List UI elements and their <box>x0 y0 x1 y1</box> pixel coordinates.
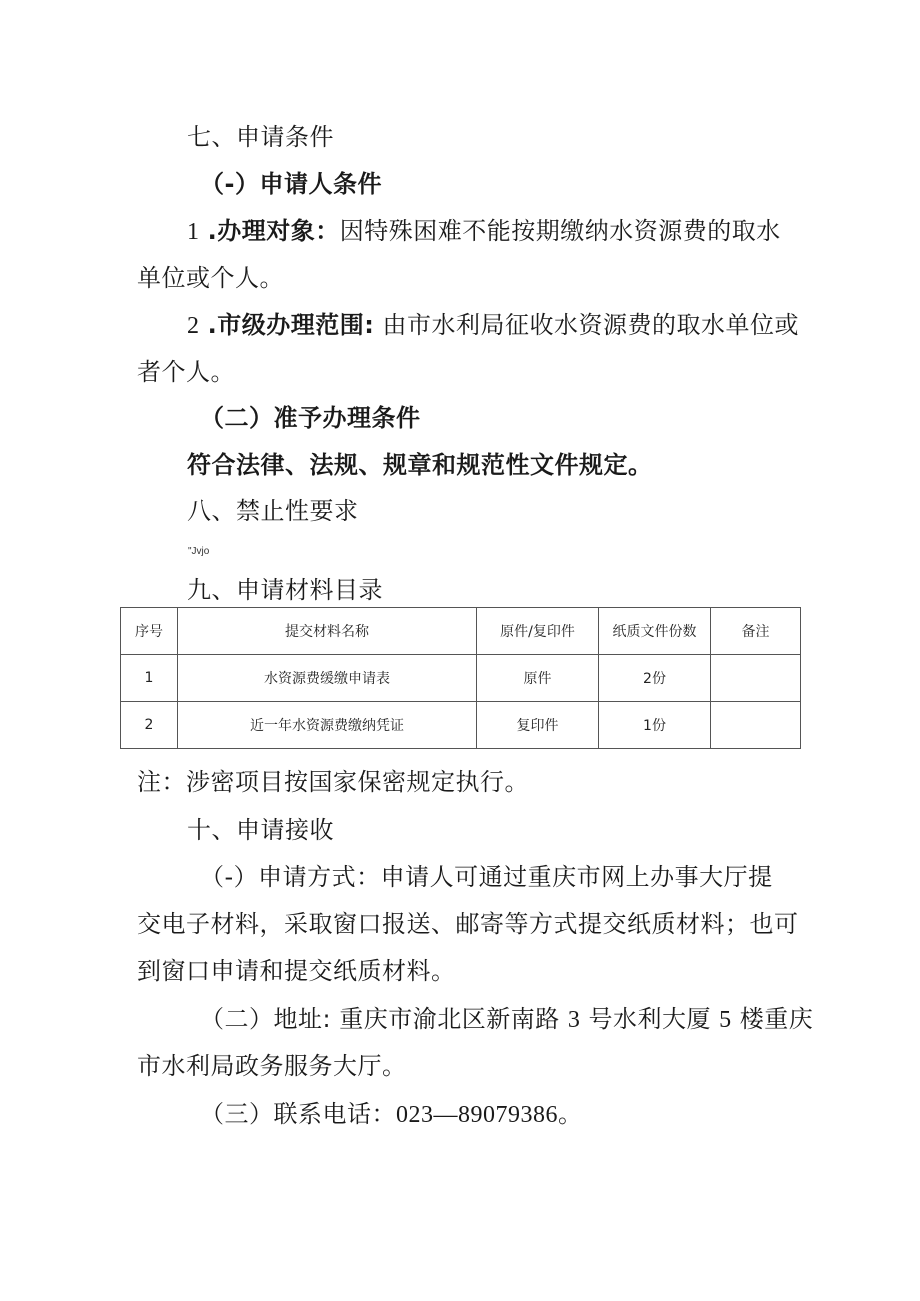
table-cell: 水资源费缓缴申请表 <box>178 655 477 702</box>
table-row <box>121 655 801 702</box>
section-9-title: 九、申请材料目录 <box>187 576 383 604</box>
item-1-label: .办理对象： <box>207 217 340 245</box>
item-2-label: .市级办理范围: <box>207 311 375 339</box>
item-1-line-1 <box>187 216 781 247</box>
address-text: 号水利大厦 <box>588 1005 712 1033</box>
materials-table <box>120 607 801 749</box>
table-cell: 1份 <box>599 702 711 749</box>
address-floor: 5 <box>719 1007 732 1033</box>
table-cell: 2 <box>121 702 178 749</box>
phone-end: 。 <box>558 1100 583 1128</box>
table-cell: 1 <box>121 655 178 702</box>
table-cell: 原件 <box>477 655 599 702</box>
subsection-approval-conditions: （二）准予办理条件 <box>200 404 421 432</box>
item-2-text: 由市水利局征收水资源费的取水单位或 <box>382 311 799 339</box>
address-text: 楼重庆 <box>739 1005 814 1033</box>
table-cell <box>711 655 801 702</box>
phone-number: 023—89079386 <box>396 1102 558 1128</box>
phone-label: （三）联系电话： <box>200 1100 396 1128</box>
subsection-applicant-conditions: （-）申请人条件 <box>200 170 382 198</box>
table-row <box>121 702 801 749</box>
section-10-title: 十、申请接收 <box>187 816 334 844</box>
address-number: 3 <box>567 1007 581 1033</box>
item-1-text: 因特殊困难不能按期缴纳水资源费的取水 <box>339 217 781 245</box>
table-cell <box>711 702 801 749</box>
header-cell-index: 序号 <box>121 608 178 655</box>
header-cell-remarks: 备注 <box>711 608 801 655</box>
header-cell-original-copy: 原件/复印件 <box>477 608 599 655</box>
confidentiality-note: 注：涉密项目按国家保密规定执行。 <box>137 768 529 796</box>
item-1-line-2: 单位或个人。 <box>137 264 284 292</box>
table-cell: 复印件 <box>477 702 599 749</box>
address-line-1 <box>200 1004 813 1035</box>
contact-phone <box>200 1099 583 1130</box>
item-2-line-1 <box>187 310 799 341</box>
item-1-number: 1 <box>187 219 200 245</box>
approval-conditions-text: 符合法律、法规、规章和规范性文件规定。 <box>187 451 653 479</box>
item-2-number: 2 <box>187 313 200 339</box>
section-7-title: 七、申请条件 <box>187 123 334 151</box>
application-method-line-1: （-）申请方式：申请人可通过重庆市网上办事大厅提 <box>200 863 773 891</box>
application-method-line-2: 交电子材料，采取窗口报送、邮寄等方式提交纸质材料；也可 <box>137 910 799 938</box>
table-cell: 2份 <box>599 655 711 702</box>
item-2-line-2: 者个人。 <box>137 358 235 386</box>
section-8-title: 八、禁止性要求 <box>187 497 359 525</box>
table-header-row <box>121 608 801 655</box>
header-cell-paper-copies: 纸质文件份数 <box>599 608 711 655</box>
address-text: 重庆市渝北区新南路 <box>339 1005 560 1033</box>
header-cell-material-name: 提交材料名称 <box>178 608 477 655</box>
prohibition-mark: "Jvjo <box>188 546 210 557</box>
address-label: （二）地址: <box>200 1005 332 1033</box>
table-cell: 近一年水资源费缴纳凭证 <box>178 702 477 749</box>
address-line-2: 市水利局政务服务大厅。 <box>137 1052 407 1080</box>
application-method-line-3: 到窗口申请和提交纸质材料。 <box>137 957 456 985</box>
